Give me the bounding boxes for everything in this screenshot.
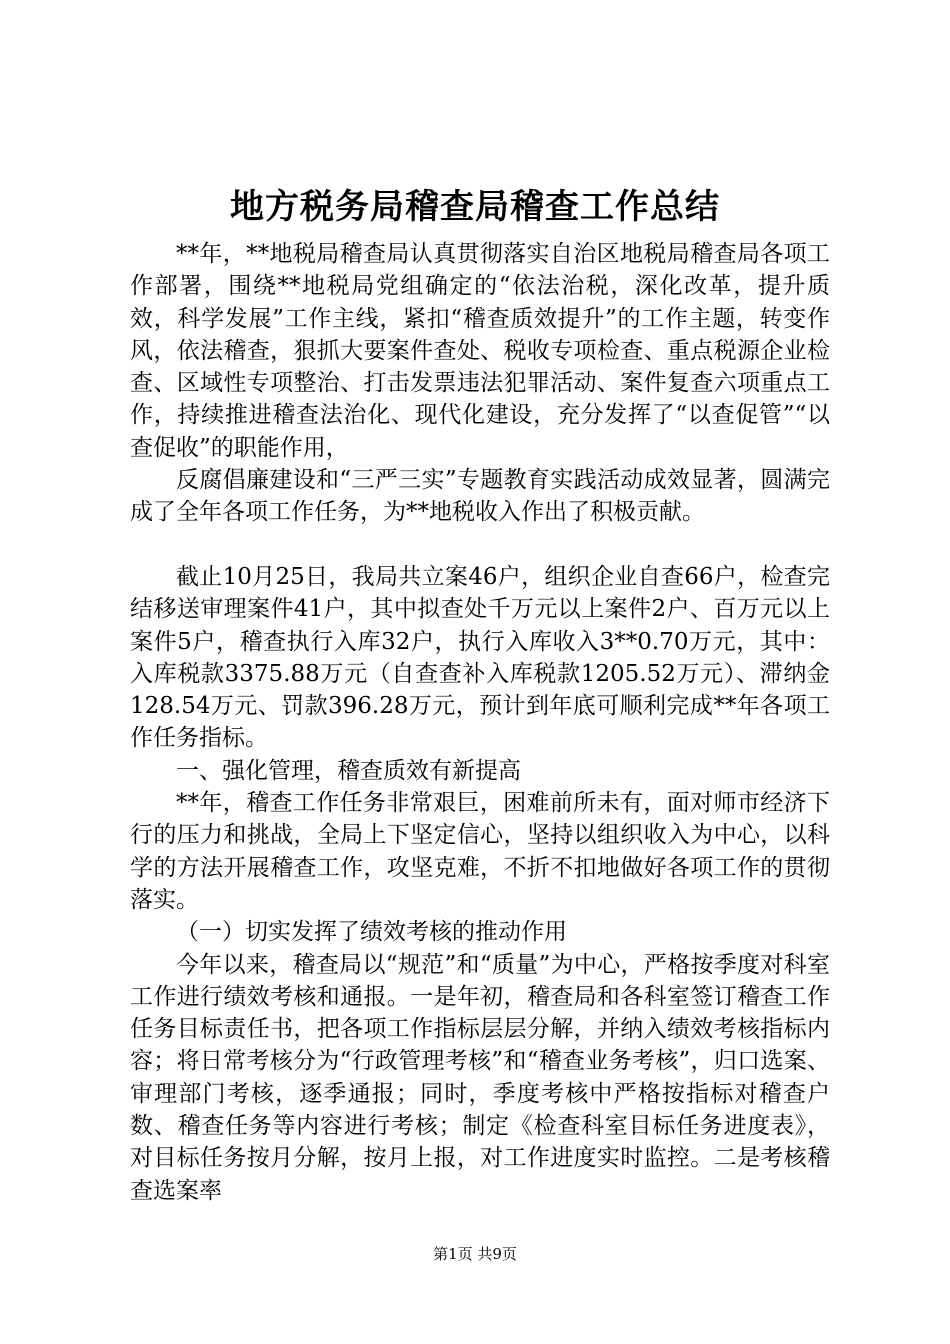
section-heading-1: 一、强化管理，稽查质效有新提高: [176, 757, 521, 784]
page-footer: 第1页 共9页: [433, 1245, 517, 1263]
paragraph-subsection-1: 今年以来，稽查局以“规范”和“质量”为中心，严格按季度对科室工作进行绩效考核和通报。一是年初，稽查局和各科室签订稽查工作任务目标责任书，把各项工作指标层层分解，并纳入绩效考核指标内容；将日常考核分为“行政管理考核”和“稽查业务考核”，归口选案、审理部门考核，逐季通报；同时，季度考核中严格按指标对稽查户数、稽查任务等内容进行考核；制定《检查科室目标任务进度表》，对目标任务按月分解，按月上报，对工作进度实时监控。二是考核稽查选案率: [130, 951, 830, 1204]
document-body: [130, 238, 830, 1207]
document-title: 地方税务局稽查局稽查工作总结: [230, 187, 720, 227]
subsection-heading-1: （一）切实发挥了绩效考核的推动作用: [176, 919, 567, 946]
paragraph-anticorruption: 反腐倡廉建设和“三严三实”专题教育实践活动成效显著，圆满完成了全年各项工作任务，为**地税收入作出了积极贡献。: [130, 467, 830, 526]
paragraph-spacer: [130, 529, 830, 561]
paragraph-section-1: **年，稽查工作任务非常艰巨，困难前所未有，面对师市经济下行的压力和挑战，全局上下坚定信心，坚持以组织收入为中心，以科学的方法开展稽查工作，攻坚克难，不折不扣地做好各项工作的贯彻落实。: [130, 790, 830, 913]
paragraph-intro: **年，**地税局稽查局认真贯彻落实自治区地税局稽查局各项工作部署，围绕**地税局党组确定的“依法治税，深化改革，提升质效，科学发展”工作主线，紧扣“稽查质效提升”的工作主题，转变作风，依法稽查，狠抓大要案件查处、税收专项检查、重点税源企业检查、区域性专项整治、打击发票违法犯罪活动、案件复查六项重点工作，持续推进稽查法治化、现代化建设，充分发挥了“以查促管”“以查促收”的职能作用，: [130, 241, 830, 461]
paragraph-statistics: 截止10月25日，我局共立案46户，组织企业自查66户，检查完结移送审理案件41户，其中拟查处千万元以上案件2户、百万元以上案件5户，稽查执行入库32户，执行入库收入3**0.70万元，其中：入库税款3375.88万元（自查查补入库税款1205.52万元）、滞纳金128.54万元、罚款396.28万元，预计到年底可顺利完成**年各项工作任务指标。: [130, 563, 830, 752]
